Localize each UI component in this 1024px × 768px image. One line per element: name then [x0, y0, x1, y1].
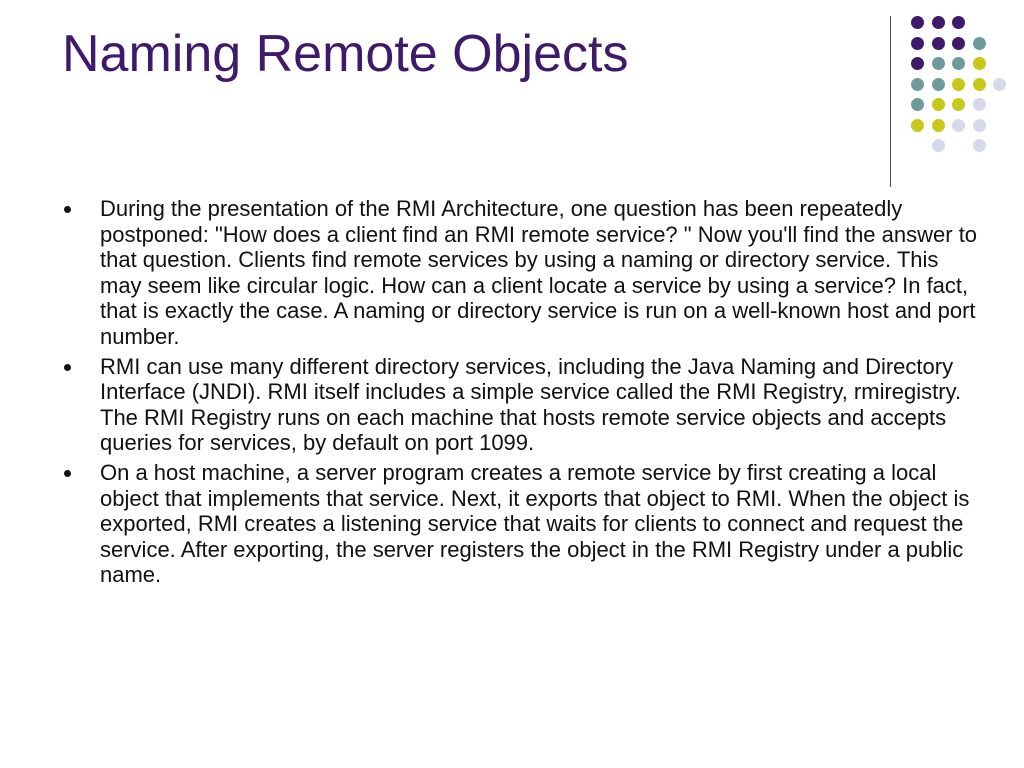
decorative-dot-purple	[952, 37, 965, 50]
decorative-dot-olive	[952, 78, 965, 91]
decorative-dot-lavender	[993, 78, 1006, 91]
bullet-item	[62, 354, 982, 456]
decorative-dot-lavender	[973, 119, 986, 132]
bullet-text: During the presentation of the RMI Architecture, one question has been repeatedly postponed: "How does a client find an RMI remote service? " Now you'll find the answer to that question. Clients find remote services by using a naming or directory service. This may seem like circular logic. How can a client locate a service by using a service? In fact, that is exactly the case. A naming or directory service is run on a well-known host and port number.	[100, 196, 978, 349]
decorative-dot-olive	[911, 119, 924, 132]
decorative-dot-teal	[952, 57, 965, 70]
bullet-dot-icon	[64, 364, 71, 371]
decorative-dot-grid	[0, 0, 1024, 200]
slide-title: Naming Remote Objects	[62, 25, 629, 83]
decorative-dot-purple	[932, 37, 945, 50]
bullet-dot-icon	[64, 206, 71, 213]
decorative-dot-olive	[952, 98, 965, 111]
decorative-dot-purple	[932, 16, 945, 29]
decorative-dot-purple	[911, 16, 924, 29]
decorative-dot-lavender	[932, 139, 945, 152]
bullet-text: RMI can use many different directory services, including the Java Naming and Directory Interface (JNDI). RMI itself includes a simple service called the RMI Registry, rmiregistry. The RMI Registry runs on each machine that hosts remote service objects and accepts queries for services, by default on port 1099.	[100, 353, 962, 456]
bullet-dot-icon	[64, 470, 71, 477]
bullet-list	[62, 196, 982, 592]
decorative-dot-teal	[911, 78, 924, 91]
decorative-dot-lavender	[973, 139, 986, 152]
decorative-dot-teal	[911, 98, 924, 111]
decorative-dot-olive	[973, 57, 986, 70]
bullet-text: On a host machine, a server program creates a remote service by first creating a local object that implements that service. Next, it exports that object to RMI. When the object is exported, RMI creates a listening service that waits for clients to connect and request the service. After exporting, the server registers the object in the RMI Registry under a public name.	[100, 459, 970, 588]
bullet-item	[62, 196, 982, 350]
decorative-dot-olive	[932, 119, 945, 132]
decorative-dot-purple	[911, 57, 924, 70]
decorative-dot-lavender	[973, 98, 986, 111]
decorative-dot-olive	[932, 98, 945, 111]
decorative-dot-olive	[973, 78, 986, 91]
decorative-dot-lavender	[952, 119, 965, 132]
decorative-dot-teal	[973, 37, 986, 50]
bullet-item	[62, 460, 982, 588]
decorative-dot-teal	[932, 78, 945, 91]
decorative-dot-purple	[911, 37, 924, 50]
decorative-dot-teal	[932, 57, 945, 70]
decorative-dot-purple	[952, 16, 965, 29]
